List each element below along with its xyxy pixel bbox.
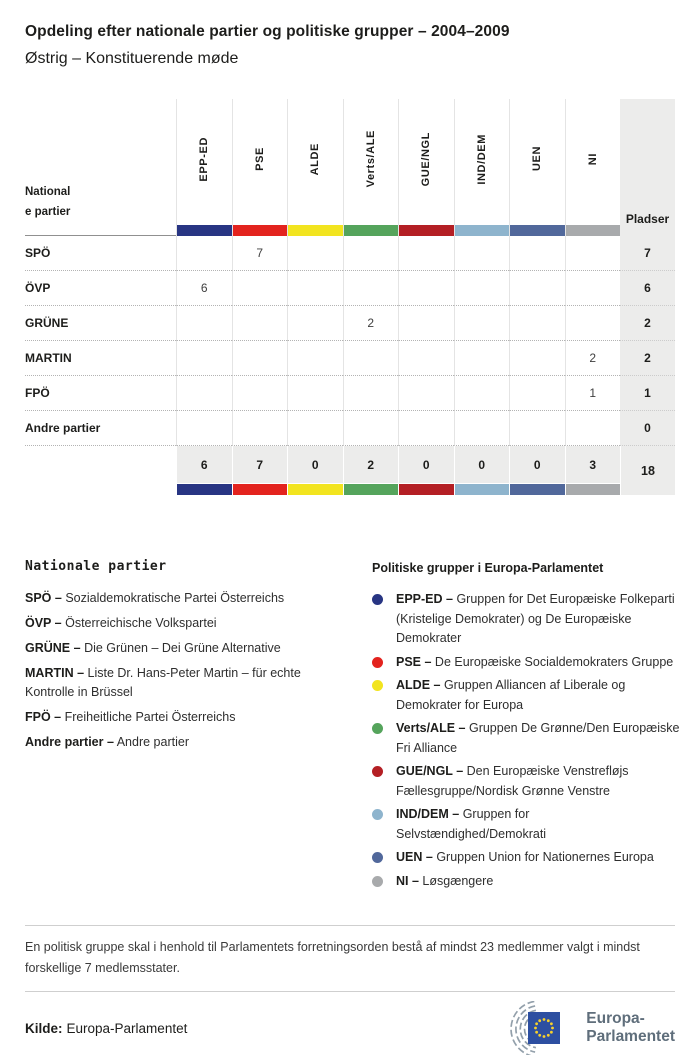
column-header-ni	[565, 99, 621, 236]
verts-ale-color-dot-icon	[372, 723, 383, 734]
infographic-page	[25, 23, 680, 1058]
group-label: UEN	[531, 146, 544, 172]
political-groups-legend-heading: Politiske grupper i Europa-Parlamentet	[372, 561, 604, 575]
total-cell: 2	[343, 446, 399, 483]
cell	[509, 411, 565, 446]
cell	[454, 236, 510, 271]
totals-row-spacer	[25, 446, 176, 483]
row-label-martin: MARTIN	[25, 341, 176, 376]
cell	[565, 236, 621, 271]
cell	[176, 411, 232, 446]
group-color-bar	[398, 483, 454, 495]
legend-item: EPP-ED – Gruppen for Det Europæiske Folkeparti (Kristelige Demokrater) og De Europæiske Demokrater	[372, 590, 680, 649]
legend-item: NI – Løsgængere	[372, 872, 680, 892]
total-cell: 6	[176, 446, 232, 483]
legend-item: ALDE – Gruppen Alliancen af Liberale og Demokrater for Europa	[372, 676, 680, 715]
cell	[343, 411, 399, 446]
cell	[287, 376, 343, 411]
total-cell: 3	[565, 446, 621, 483]
cell	[232, 271, 288, 306]
cell: 7	[232, 236, 288, 271]
total-cell: 0	[509, 446, 565, 483]
cell: 6	[176, 271, 232, 306]
column-header-alde	[287, 99, 343, 236]
bar-row-spacer	[25, 483, 176, 495]
cell	[454, 306, 510, 341]
legend-item: IND/DEM – Gruppen for Selvstændighed/Demokrati	[372, 805, 680, 844]
eu-parliament-logo	[495, 1001, 675, 1055]
eu-flag-icon	[528, 1012, 560, 1044]
cell	[398, 271, 454, 306]
cell	[287, 236, 343, 271]
cell	[287, 411, 343, 446]
source-label: Kilde:	[25, 1020, 63, 1036]
cell	[509, 236, 565, 271]
cell	[398, 341, 454, 376]
page-title: Opdeling efter nationale partier og politiske grupper – 2004–2009	[25, 23, 510, 40]
group-label: ALDE	[309, 142, 322, 176]
row-label-ovp: ÖVP	[25, 271, 176, 306]
cell	[509, 341, 565, 376]
cell	[287, 271, 343, 306]
cell: 2	[565, 341, 621, 376]
legend-item: FPÖ – Freiheitliche Partei Österreichs	[25, 710, 236, 724]
national-parties-legend-heading: Nationale partier	[25, 559, 167, 574]
row-label-andre-partier: Andre partier	[25, 411, 176, 446]
ni-color-dot-icon	[372, 876, 383, 887]
group-color-bar	[455, 225, 510, 236]
cell	[454, 271, 510, 306]
group-color-bar	[565, 483, 621, 495]
legend-item: MARTIN – Liste Dr. Hans-Peter Martin – für echte Kontrolle in Brüssel	[25, 666, 301, 699]
national-parties-header-line1: National	[25, 186, 71, 198]
cell	[343, 341, 399, 376]
column-header-gue-ngl	[398, 99, 454, 236]
cell	[509, 306, 565, 341]
cell	[454, 411, 510, 446]
total-seats-cell: 18	[620, 446, 675, 495]
logo-wordmark	[586, 1010, 675, 1046]
group-color-bar	[232, 483, 288, 495]
uen-color-dot-icon	[372, 852, 383, 863]
seats-column-header: Pladser	[620, 99, 675, 236]
cell	[398, 411, 454, 446]
cell	[343, 236, 399, 271]
legend-item: GUE/NGL – Den Europæiske Venstrefløjs Fællesgruppe/Nordisk Grønne Venstre	[372, 762, 680, 801]
cell	[232, 306, 288, 341]
national-parties-column-header	[25, 99, 176, 236]
cell	[232, 411, 288, 446]
cell	[454, 341, 510, 376]
group-label: EPP-ED	[198, 136, 211, 182]
group-label: PSE	[253, 147, 266, 171]
national-parties-legend	[25, 559, 372, 895]
column-header-epp-ed	[176, 99, 232, 236]
national-parties-header-line2: e partier	[25, 206, 71, 218]
group-color-bar	[177, 225, 232, 236]
seats-cell: 1	[620, 376, 675, 411]
logo-line1: Europa-	[586, 1010, 645, 1027]
group-color-bar	[233, 225, 288, 236]
group-color-bar	[287, 483, 343, 495]
legends	[25, 559, 680, 895]
group-color-bar	[509, 483, 565, 495]
political-groups-legend	[372, 559, 680, 895]
cell	[232, 341, 288, 376]
cell	[509, 376, 565, 411]
seats-cell: 2	[620, 341, 675, 376]
group-color-bar	[343, 483, 399, 495]
cell	[565, 411, 621, 446]
cell	[176, 341, 232, 376]
cell	[287, 306, 343, 341]
cell	[176, 306, 232, 341]
group-color-bar	[288, 225, 343, 236]
seats-cell: 0	[620, 411, 675, 446]
source-row	[25, 998, 675, 1058]
cell	[398, 376, 454, 411]
column-header-ind-dem	[454, 99, 510, 236]
cell	[398, 236, 454, 271]
cell	[454, 376, 510, 411]
cell	[343, 271, 399, 306]
cell	[176, 376, 232, 411]
cell	[287, 341, 343, 376]
group-label: IND/DEM	[475, 133, 488, 185]
group-label: GUE/NGL	[420, 131, 433, 187]
legend-item: UEN – Gruppen Union for Nationernes Europa	[372, 848, 680, 868]
cell	[343, 376, 399, 411]
row-label-grune: GRÜNE	[25, 306, 176, 341]
gue-ngl-color-dot-icon	[372, 766, 383, 777]
cell: 2	[343, 306, 399, 341]
total-cell: 0	[398, 446, 454, 483]
cell	[398, 306, 454, 341]
seats-table	[25, 99, 675, 495]
legend-item: PSE – De Europæiske Socialdemokraters Gruppe	[372, 653, 680, 673]
legend-item: Andre partier – Andre partier	[25, 735, 189, 749]
alde-color-dot-icon	[372, 680, 383, 691]
cell	[509, 271, 565, 306]
cell	[232, 376, 288, 411]
footnote: En politisk gruppe skal i henhold til Parlamentets forretningsorden bestå af mindst 23 medlemmer valgt i mindst forskellige 7 medlemsstater.	[25, 925, 675, 992]
legend-item: Verts/ALE – Gruppen De Grønne/Den Europæiske Fri Alliance	[372, 719, 680, 758]
column-header-pse	[232, 99, 288, 236]
group-color-bar	[399, 225, 454, 236]
source-value: Europa-Parlamentet	[66, 1020, 188, 1036]
seats-cell: 7	[620, 236, 675, 271]
group-color-bar	[344, 225, 399, 236]
pse-color-dot-icon	[372, 657, 383, 668]
row-label-spo: SPÖ	[25, 236, 176, 271]
seats-cell: 6	[620, 271, 675, 306]
page-subtitle: Østrig – Konstituerende møde	[25, 50, 239, 67]
group-color-bar	[454, 483, 510, 495]
cell	[565, 271, 621, 306]
seats-cell: 2	[620, 306, 675, 341]
source-line	[25, 1021, 187, 1036]
cell: 1	[565, 376, 621, 411]
logo-line2: Parlamentet	[586, 1028, 675, 1045]
group-color-bar	[566, 225, 621, 236]
cell	[565, 306, 621, 341]
group-label: NI	[586, 152, 599, 166]
epp-ed-color-dot-icon	[372, 594, 383, 605]
group-color-bar	[176, 483, 232, 495]
total-cell: 0	[287, 446, 343, 483]
column-header-uen	[509, 99, 565, 236]
group-color-bar	[510, 225, 565, 236]
total-cell: 0	[454, 446, 510, 483]
total-cell: 7	[232, 446, 288, 483]
row-label-fpo: FPÖ	[25, 376, 176, 411]
legend-item: GRÜNE – Die Grünen – Dei Grüne Alternative	[25, 641, 281, 655]
legend-item: ÖVP – Österreichische Volkspartei	[25, 616, 217, 630]
group-label: Verts/ALE	[364, 130, 377, 188]
hemicycle-icon	[495, 1001, 579, 1055]
column-header-verts-ale	[343, 99, 399, 236]
ind-dem-color-dot-icon	[372, 809, 383, 820]
cell	[176, 236, 232, 271]
legend-item: SPÖ – Sozialdemokratische Partei Österreichs	[25, 591, 285, 605]
